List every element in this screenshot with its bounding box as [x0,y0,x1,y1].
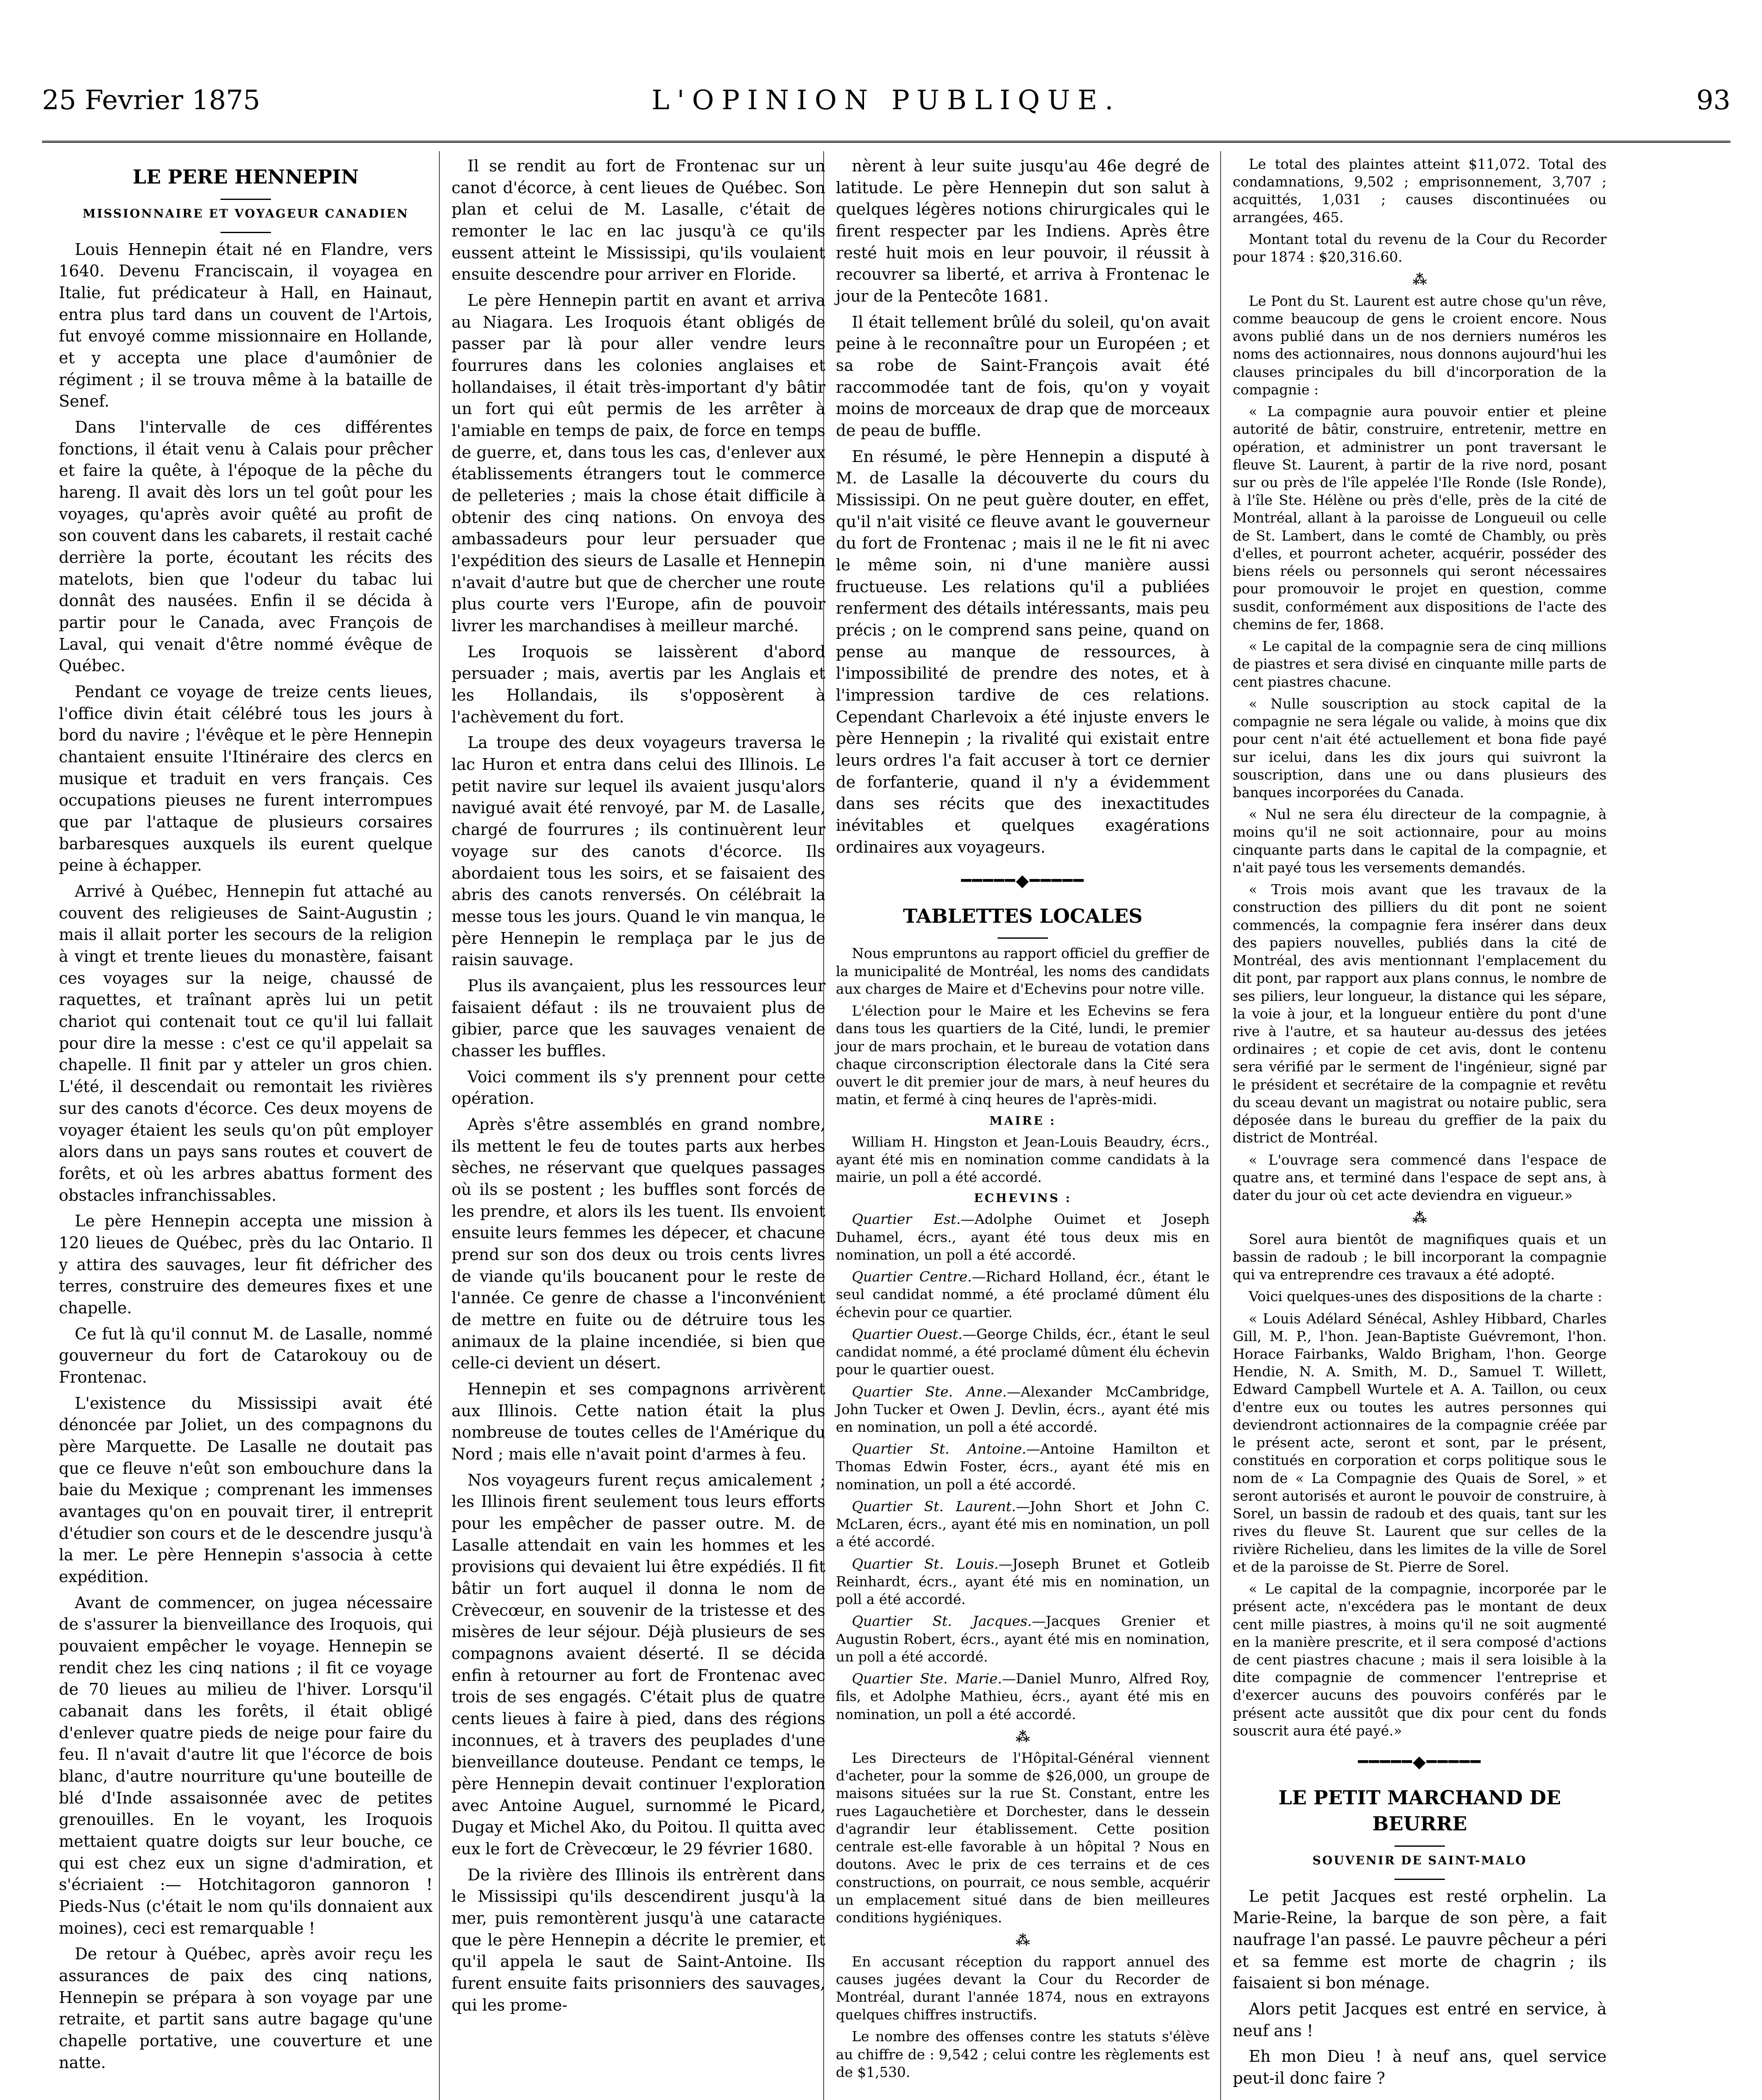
paragraph: « Le capital de la compagnie sera de cinq millions de piastres et sera divisé en cinquante mille parts de cent piastres chacune. [1233,638,1607,690]
paragraph: Eh mon Dieu ! à neuf ans, quel service peut-il donc faire ? [1233,2047,1607,2088]
sorel-article [1233,1231,1607,1740]
masthead-rule [42,141,1730,143]
paragraph: Pendant ce voyage de treize cents lieues, l'office divin était célébré tous les jours à bord du navire ; l'évêque et le père Hennepin chantaient ensuite l'Itinéraire des clercs en musique et traduit en vers français. Ces occupations pieuses ne furent interrompues que par l'attaque de plusieurs corsaires barbaresques auxquels ils eurent quelque peine à échapper. [59,682,433,875]
paragraph: Le petit Jacques est resté orphelin. La Marie-Reine, la barque de son père, a fait naufrage l'an passé. Le pauvre pêcheur a péri et sa femme est morte de chagrin ; ils faisaient si bon ménage. [1233,1887,1607,1992]
echevin-entry [836,1268,1210,1321]
title-rule [1394,1879,1445,1880]
paragraph: Dans l'intervalle de ces différentes fonctions, il était venu à Calais pour prêcher et faire la quête, à l'époque de la pêche du hareng. Il avait dès lors un tel goût pour les voyages, qu'après avoir quêté au profit de son couvent dans les cabarets, il restait caché derrière la porte, écoutant les récits des matelots, bien que l'odeur du tabac lui donnât des nausées. Enfin il se décida à partir pour le Canada, avec François de Laval, qui venait d'être nommé évêque de Québec. [59,418,433,675]
article-subtitle: MISSIONNAIRE ET VOYAGEUR CANADIEN [82,206,409,220]
recorder-text: Le nombre des offenses contre les statuts s'élève au chiffre de : 9,542 ; celui contre les règlements est de $1,530. [836,2028,1210,2080]
article-body [452,155,825,2016]
echevin-entry [836,1440,1210,1494]
story-body [1233,1886,1607,2090]
paragraph: Montant total du revenu de la Cour du Recorder pour 1874 : $20,316.60. [1233,231,1607,265]
page-number: 93 [1696,85,1730,116]
asterism: ⁂ [1015,1728,1030,1746]
newspaper-title: L'OPINION PUBLIQUE. [651,85,1121,116]
story-subtitle: SOUVENIR DE SAINT-MALO [1312,1853,1527,1867]
quartier-label: Quartier Ste. Marie. [852,1670,1002,1687]
paragraph: « La compagnie aura pouvoir entier et pleine autorité de bâtir, construire, entretenir, mettre en opération, et administrer un pont traversant le fleuve St. Laurent, à partir de la rive nord, posant sur ou près de l'île appelée l'Ile Ronde (Isle Ronde), à l'île Ste. Hélène ou près d'elle, près de la cité de Montréal, allant à la paroisse de Longueuil ou celle de St. Lambert, dans le comté de Chambly, ou près d'elles, et pourront acheter, acquérir, posséder des biens réels ou personnels qui seront nécessaires pour promouvoir le projet en question, comme susdit, conformément aux dispositions de l'acte des chemins de fer, 1868. [1233,403,1607,633]
paragraph: Ce fut là qu'il connut M. de Lasalle, nommé gouverneur du fort de Catarokouy ou de Frontenac. [59,1324,433,1386]
section-body [836,945,1210,1108]
paragraph: Il était tellement brûlé du soleil, qu'on avait peine à le reconnaître pour un Européen ; et sa robe de Saint-François avait été raccommodée tant de fois, qu'on y voyait moins de morceaux de drap que de morceaux de peau de buffle. [836,312,1210,440]
column-3 [836,155,1210,2085]
paragraph: Louis Hennepin était né en Flandre, vers 1640. Devenu Franciscain, il voyagea en Italie, fut prédicateur à Hall, en Hainaut, entra plus tard dans un couvent de l'Artois, fut envoyé comme missionnaire en Hollande, et y accepta une place d'aumônier de régiment ; il se trouva même à la bataille de Senef. [59,240,433,411]
quartier-text: —Joseph Brunet et Gotleib Reinhardt, écrs., ayant été mis en nomination, un poll a été accordé. [836,1555,1210,1608]
title-rule [998,937,1048,939]
article-title: LE PERE HENNEPIN [132,165,359,188]
echevin-entry [836,1555,1210,1609]
quartier-label: Quartier Est. [852,1211,961,1228]
quartier-text: —Daniel Munro, Alfred Roy, fils, et Adolphe Mathieu, écrs., ayant été mis en nomination, un poll a été accordé. [836,1670,1210,1722]
paragraph: Le père Hennepin accepta une mission à 120 lieues de Québec, près du lac Ontario. Il y attira des sauvages, leur fit défricher des terres, construire des demeures fixes et une chapelle. [59,1212,433,1317]
paragraph: Voici quelques-unes des dispositions de la charte : [1249,1288,1602,1305]
echevins-label: ECHEVINS : [974,1191,1072,1205]
quartier-text: —Adolphe Ouimet et Joseph Duhamel, écrs., ayant été tous deux mis en nomination, un poll a été accordé. [836,1211,1210,1263]
paragraph: La troupe des deux voyageurs traversa le lac Huron et entra dans celui des Illinois. Le petit navire sur lequel ils avaient jusqu'alors navigué avait été renvoyé, par M. de Lasalle, chargé de fourrures ; ils continuèrent leur voyage sur des canots d'écorce. Ils abordaient tous les soirs, et se faisaient des abris des canots renversés. On célébrait la messe tous les jours. Quand le vin manqua, le père Hennepin le remplaça par le jus de raisin sauvage. [452,733,825,969]
quartier-text: —George Childs, écr., étant le seul candidat nommé, a été proclamé dûment élu échevin pour le quartier ouest. [836,1326,1210,1378]
paragraph: nèrent à leur suite jusqu'au 46e degré de latitude. Le père Hennepin dut son salut à quelques légères notions chirurgicales qui le firent respecter par les Indiens. Après être resté huit mois en leur pouvoir, il réussit à recouvrer sa liberté, et arriva à Frontenac le jour de la Pentecôte 1681. [836,157,1210,306]
maire-label: MAIRE : [989,1113,1056,1128]
paragraph: Nous empruntons au rapport officiel du greffier de la municipalité de Montréal, les noms des candidats aux charges de Maire et d'Echevins pour notre ville. [836,945,1210,997]
paragraph: De la rivière des Illinois ils entrèrent dans le Mississipi qu'ils descendirent jusqu'à la mer, puis remontèrent jusqu'à une cataracte que le père Hennepin a décrite le premier, et qu'il appela le saut de Saint-Antoine. Ils furent ensuite faits prisonniers des sauvages, qui les prome- [452,1865,825,2014]
pont-article [1233,292,1607,1205]
quartier-label: Quartier St. Jacques. [852,1613,1032,1630]
quartier-label: Quartier St. Laurent. [852,1498,1016,1515]
paragraph: Sorel aura bientôt de magnifiques quais et un bassin de radoub ; le bill incorporant la compagnie qui va entreprendre ces travaux a été adopté. [1233,1231,1607,1283]
quartier-label: Quartier St. Louis. [852,1555,999,1572]
paragraph: Après s'être assemblés en grand nombre, ils mettent le feu de toutes parts aux herbes sèches, ne réservant que quelques passages où ils se postent ; les buffles sont forcés de les prendre, et alors ils les tuent. Ils envoient ensuite leurs femmes les dépecer, et chacune prend sur son dos deux ou trois cents livres de viande qu'ils boucanent pour le reste de l'année. Ce genre de chasse a l'inconvénient de mettre en fuite ou de détruire tous les animaux de la plaine incendiée, si bien que celle-ci devient un désert. [452,1115,825,1373]
asterism: ⁂ [1412,1210,1427,1227]
recorder-text: En accusant réception du rapport annuel des causes jugées devant la Cour du Recorder de Montréal, durant l'année 1874, nous en extrayons quelques chiffres instructifs. [836,1953,1210,2023]
maire-text: William H. Hingston et Jean-Louis Beaudry, écrs., ayant été mis en nomination comme candidats à la mairie, un poll a été accordé. [836,1133,1210,1186]
quartier-label: Quartier Centre. [852,1268,972,1285]
paragraph: « Nul ne sera élu directeur de la compagnie, à moins qu'il ne soit actionnaire, pour au moins cinquante parts dans le capital de la compagnie, et n'ait payé tous les versements demandés. [1233,806,1607,876]
hopital-text: Les Directeurs de l'Hôpital-Général viennent d'acheter, pour la somme de $26,000, un groupe de maisons situées sur la rue St. Constant, entre les rues Lagauchetière et Dorchester, dans le dessein d'agrandir leur établissement. Cette position centrale est-elle favorable à un hôpital ? Nous en doutons. Avec le prix de ces terrains et de ces constructions, on pourrait, ce nous semble, acquérir un emplacement situé dans de bien meilleures conditions hygiéniques. [836,1749,1210,1926]
paragraph: Plus ils avançaient, plus les ressources leur faisaient défaut : ils ne trouvaient plus de gibier, parce que les sauvages venaient de chasser les buffles. [452,976,825,1060]
column-2 [452,155,825,2020]
paragraph: Le père Hennepin partit en avant et arriva au Niagara. Les Iroquois étant obligés de passer par là pour aller vendre leurs fourrures dans les colonies anglaises et hollandaises, il était très-important d'y bâtir un fort qui eût permis de les arrêter à l'amiable en temps de paix, de force en temps de guerre, et, dans tous les cas, d'enlever aux établissements étrangers tout le commerce de pelleteries ; mais la chose était difficile à obtenir des cinq nations. On envoya des ambassadeurs pour leur persuader que l'expédition des sieurs de Lasalle et Hennepin n'avait d'autre but que de chercher une route plus courte vers l'Europe, afin de pouvoir livrer les marchandises à meilleur marché. [452,291,825,635]
paragraph: « Le capital de la compagnie, incorporée par le présent acte, n'excédera pas le montant de deux cent mille piastres, à moins qu'il ne soit augmenté en la manière prescrite, et il sera composé d'actions de cent piastres chacune ; mais il sera loisible à la dite compagnie de commencer l'entreprise et d'exercer aucuns des pouvoirs conférés par le présent acte aussitôt que dix pour cent du fonds souscrit aura été payé.» [1233,1580,1607,1739]
paragraph: Hennepin et ses compagnons arrivèrent aux Illinois. Cette nation était la plus nombreuse de toutes celles de l'Amérique du Nord ; mais elle n'avait point d'armes à feu. [452,1379,825,1463]
column-4 [1233,155,1607,2094]
paragraph: Le total des plaintes atteint $11,072. Total des condamnations, 9,502 ; emprisonnement, 3,707 ; acquittés, 1,031 ; causes discontinuées ou arrangées, 465. [1233,156,1607,226]
title-rule [221,199,271,200]
paragraph: Arrivé à Québec, Hennepin fut attaché au couvent des religieuses de Saint-Augustin ; mais il allait porter les secours de la religion à vingt et trente lieues du monastère, faisant ces voyages sur la neige, chaussé de raquettes, et traînant après lui un petit chariot qui contenait tout ce qu'il lui fallait pour dire la messe : c'est ce qu'il appelait sa chapelle. Il finit par y atteler un gros chien. L'été, il descendait ou remontait les rivières sur des canots d'écorce. Ces deux moyens de voyager étaient les seuls qu'on pût employer alors dans un pays sans routes et couvert de forêts, et où les arbres abattus forment des obstacles infranchissables. [59,882,433,1205]
asterism: ⁂ [1015,1932,1030,1949]
echevin-entry [836,1670,1210,1723]
quartier-text: —Jacques Grenier et Augustin Robert, écrs., ayant été mis en nomination, un poll a été accordé. [836,1613,1210,1665]
recorder-stats [1233,155,1607,266]
quartier-text: —Alexander McCambridge, John Tucker et Owen J. Devlin, écrs., ayant été mis en nomination, un poll a été accordé. [836,1383,1210,1435]
echevin-entry [836,1498,1210,1551]
section-ornament: ━━━━━◆━━━━━ [1358,1752,1481,1772]
quartier-label: Quartier Ouest. [852,1326,963,1342]
article-body [59,239,433,2074]
paragraph: Il se rendit au fort de Frontenac sur un canot d'écorce, à cent lieues de Québec. Son plan et celui de M. Lasalle, c'était de remonter le lac en lac jusqu'à ce qu'ils eussent atteint le Mississipi, qu'ils voulaient ensuite descendre pour arriver en Floride. [452,157,825,284]
paragraph: Nos voyageurs furent reçus amicalement ; les Illinois firent seulement tous leurs efforts pour les empêcher de passer outre. M. de Lasalle attendait en vain les hommes et les provisions qui devaient lui être expédiés. Il fit bâtir un fort auquel il donna le nom de Crèvecœur, en souvenir de la tristesse et des misères de leur séjour. Déjà plusieurs de ses compagnons avaient déserté. Il se décida enfin à retourner au fort de Frontenac avec trois de ses engagés. C'était plus de quatre cents lieues à faire à pied, dans des régions inconnues, et à travers des peuplades d'une bienveillance douteuse. Pendant ce temps, le père Hennepin devait continuer l'exploration avec Antoine Auguel, surnommé le Picard, Dugay et Michel Ako, du Poitou. Il quitta avec eux le fort de Crèvecœur, le 29 février 1680. [452,1470,825,1858]
title-rule [221,232,271,233]
asterism: ⁂ [1412,271,1427,289]
paragraph: Voici comment ils s'y prennent pour cette opération. [452,1067,825,1108]
quartier-label: Quartier St. Antoine. [852,1441,1027,1457]
paragraph: « Louis Adélard Sénécal, Ashley Hibbard, Charles Gill, M. P., l'hon. Jean-Baptiste Guévremont, l'hon. Horace Fairbanks, Waldo Brigham, l'hon. George Hendie, N. A. Smith, M. D., Samuel T. Willett, Edward Campbell Wurtele et A. A. Taillon, ou ceux d'entre eux ou toutes les autres personnes qui deviendront actionnaires de la compagnie créée par le présent acte, seront et sont, par le présent, constitués en corporation et corps politique sous le nom de « La Compagnie des Quais de Sorel, » et seront autorisés et auront le pouvoir de construire, à Sorel, un bassin de radoub et des quais, tant sur les rives du fleuve St. Laurent que sur celles de la rivière Richelieu, dans les limites de la ville de Sorel et de la paroisse de St. Pierre de Sorel. [1233,1310,1607,1575]
paragraph: Le Pont du St. Laurent est autre chose qu'un rêve, comme beaucoup de gens le croient encore. Nous avons publié dans un de nos derniers numéros les noms des actionnaires, nous donnons aujourd'hui les clauses principales du bill d'incorporation de la compagnie : [1233,292,1607,398]
issue-date: 25 Fevrier 1875 [42,85,260,116]
quartier-text: —Antoine Hamilton et Thomas Edwin Foster, écrs., ayant été mis en nomination, un poll a été accordé. [836,1441,1210,1493]
section-title: TABLETTES LOCALES [903,904,1143,927]
quartier-label: Quartier Ste. Anne. [852,1383,1007,1400]
echevin-entry [836,1383,1210,1436]
paragraph: L'existence du Mississipi avait été dénoncée par Joliet, un des compagnons du père Marquette. De Lasalle ne doutait pas que ce fleuve n'eût son embouchure dans la baie du Mexique ; comprenant les immenses avantages qu'on en pouvait tirer, il entreprit d'étudier son cours et de le descendre jusqu'à la mer. Le père Hennepin s'associa à cette expédition. [59,1394,433,1586]
title-rule [1394,1845,1445,1847]
paragraph: Avant de commencer, on jugea nécessaire de s'assurer la bienveillance des Iroquois, qui pouvaient empêcher le voyage. Hennepin se rendit chez les cinq nations ; il fit ce voyage de 70 lieues au milieu de l'hiver. Lorsqu'il cabanait dans les forêts, il était obligé d'enlever quatre pieds de neige pour faire du feu. Il n'avait d'autre lit que l'écorce de bois blanc, d'autre nourriture qu'une bouteille de blé d'Inde assaisonnée avec de petites grenouilles. En le voyant, les Iroquois mettaient quatre doigts sur leur bouche, ce qui est chez eux un signe d'admiration, et s'écriaient :— Hotchitagoron gannoron ! Pieds-Nus (c'était le nom qu'ils donnaient aux moines), ceci est remarquable ! [59,1593,433,1937]
paragraph: Les Iroquois se laissèrent d'abord persuader ; mais, avertis par les Anglais et les Hollandais, ils s'opposèrent à l'achèvement du fort. [452,642,825,726]
paragraph: En résumé, le père Hennepin a disputé à M. de Lasalle la découverte du cours du Mississipi. On ne peut guère douter, en effet, qu'il n'ait visité ce fleuve avant le gouverneur du fort de Frontenac ; mais il ne le fit ni avec le même soin, ni d'une manière aussi fructueuse. Les relations qu'il a publiées renferment des détails intéressants, mais peu précis ; on le comprend sans peine, quand on pense au manque de ressources, à l'impossibilité de prendre des notes, et à l'impression tardive de ces relations. Cependant Charlevoix a été injuste envers le père Hennepin ; la rivalité qui existait entre leurs ordres l'a fait accuser à tort ce dernier de forfanterie, quand il n'y a évidemment dans ses récits que des inexactitudes inévitables et quelques exagérations ordinaires aux voyageurs. [836,447,1210,856]
story-title: LE PETIT MARCHAND DE BEURRE [1278,1786,1561,1835]
paragraph: L'élection pour le Maire et les Echevins se fera dans tous les quartiers de la Cité, lundi, le premier jour de mars prochain, et le bureau de votation dans chaque circonscription électorale dans la Cité sera ouvert le dit premier jour de mars, à neuf heures du matin, et fermé à cinq heures de l'après-midi. [836,1003,1210,1108]
quartier-text: —John Short et John C. McLaren, écrs., ayant été mis en nomination, un poll a été accordé. [836,1498,1210,1550]
masthead [42,76,1730,126]
quartier-text: —Richard Holland, écr., étant le seul candidat nommé, a été proclamé dûment élu échevin pour ce quartier. [836,1268,1210,1320]
column-divider [439,151,440,2100]
paragraph: De retour à Québec, après avoir reçu les assurances de paix des cinq nations, Hennepin se prépara à son voyage par une retraite, et partit sans autre bagage qu'une chapelle portative, une couverture et une natte. [59,1945,433,2072]
paragraph: « Nulle souscription au stock capital de la compagnie ne sera légale ou valide, à moins que dix pour cent n'ait été actuellement et bona fide payé sur icelui, dans les dix jours qui suivront la souscription, dans une ou dans plusieurs des banques incorporées du Canada. [1233,695,1607,801]
column-1 [59,155,433,2078]
echevin-entry [836,1326,1210,1379]
article-body [836,155,1210,858]
column-divider [1220,151,1221,2100]
echevins-list [836,1210,1210,1723]
echevin-entry [836,1612,1210,1666]
section-ornament: ━━━━━◆━━━━━ [961,871,1085,890]
paragraph: « Trois mois avant que les travaux de la construction des pilliers du dit pont ne soient commencés, la compagnie fera insérer dans deux des papiers nouvelles, publiés dans la cité de Montréal, des avis mentionnant l'emplacement du dit pont, par rapport aux plans connus, le nombre de ses piliers, leur longueur, la distance qui les sépare, la voie à jour, et la longueur entière du pont d'une rive à l'autre, et sa hauteur au-dessus des jetées ordinaires ; et copie de cet avis, dont le contenu sera vérifié par le serment de l'ingénieur, signé par le président et secrétaire de la compagnie et revêtu du sceau devant un magistrat ou notaire public, sera déposée dans le bureau du greffier de la paix du district de Montréal. [1233,881,1607,1146]
paragraph: « L'ouvrage sera commencé dans l'espace de quatre ans, et terminé dans l'espace de sept ans, à dater du jour où cet acte deviendra en vigueur.» [1233,1151,1607,1204]
echevin-entry [836,1210,1210,1264]
paragraph: Alors petit Jacques est entré en service, à neuf ans ! [1233,2000,1607,2040]
